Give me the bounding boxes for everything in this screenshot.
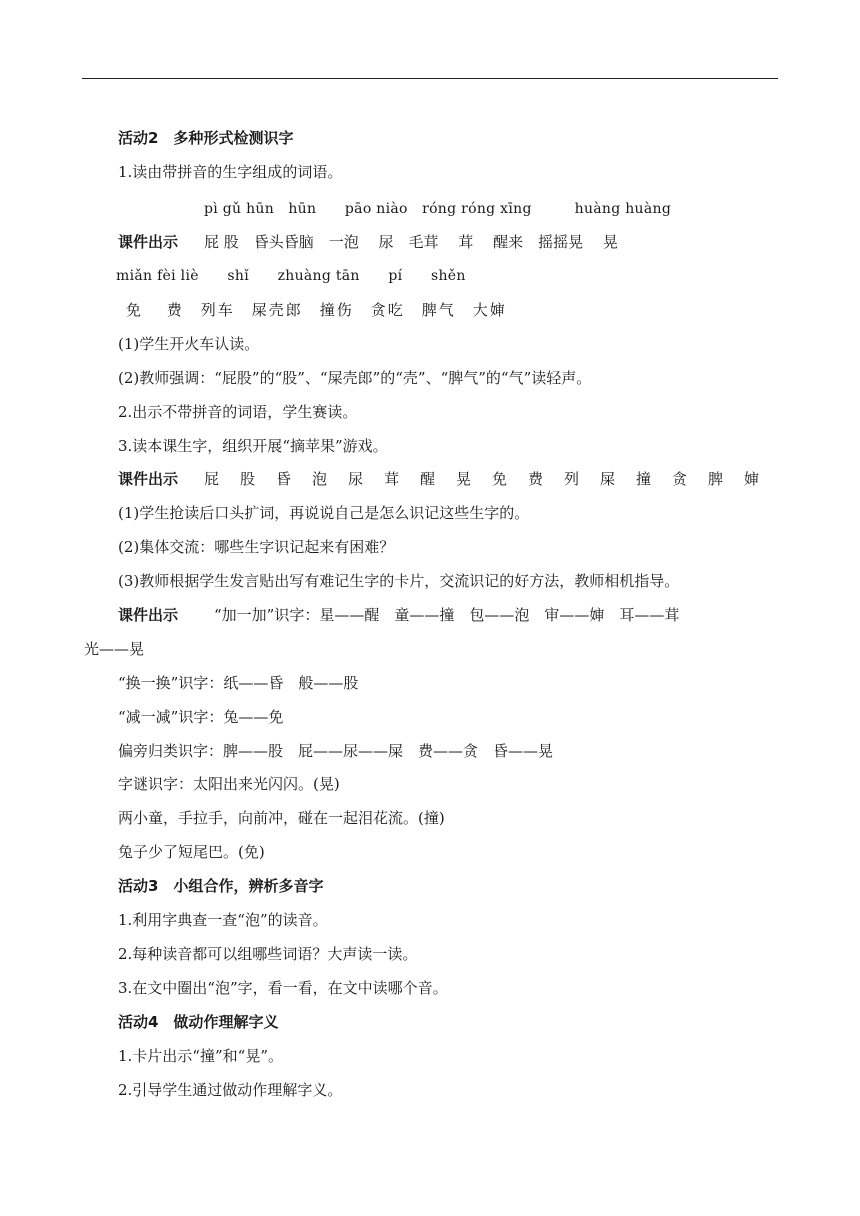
riddle-line-3: 兔子少了短尾巴。(免) <box>118 843 265 861</box>
words-row-1: 屁 股 昏头昏脑 一泡 尿 毛茸 茸 醒来 摇摇晃 晃 <box>204 233 618 251</box>
activity2-step3: 3.读本课生字，组织开展“摘苹果”游戏。 <box>118 437 388 455</box>
activity4-step1: 1.卡片出示“撞”和“晃”。 <box>118 1047 283 1065</box>
activity2-step1: 1.读由带拼音的生字组成的词语。 <box>118 163 343 181</box>
activity3-step1: 1.利用字典查一查“泡”的读音。 <box>118 911 328 929</box>
activity2-step2: 2.出示不带拼音的词语，学生赛读。 <box>118 403 358 421</box>
activity2-sub1: (1)学生开火车认读。 <box>118 335 260 353</box>
words-row-2: 免 费 列车 屎壳郎 撞伤 贪吃 脾气 大婶 <box>126 301 507 319</box>
activity4-step2: 2.引导学生通过做动作理解字义。 <box>118 1081 343 1099</box>
add-method-line: “加一加”识字：星——醒 童——撞 包——泡 审——婶 耳——茸 <box>214 606 680 624</box>
activity3-step2: 2.每种读音都可以组哪些词语？大声读一读。 <box>118 945 418 963</box>
activity3-step3: 3.在文中圈出“泡”字，看一看，在文中读哪个音。 <box>118 979 448 997</box>
minus-method-line: “减一减”识字：兔——免 <box>118 708 284 726</box>
activity2-sub5: (3)教师根据学生发言贴出写有难记生字的卡片，交流识记的好方法，教师相机指导。 <box>118 572 680 590</box>
pinyin-row-2: miǎn fèi liè shǐ zhuàng tān pí shěn <box>116 268 466 284</box>
activity2-sub2: (2)教师强调：“屁股”的“股”、“屎壳郎”的“壳”、“脾气”的“气”读轻声。 <box>118 369 592 387</box>
courseware-label-2: 课件出示 <box>118 470 179 488</box>
activity2-heading: 活动2 多种形式检测识字 <box>118 129 294 147</box>
riddle-line-1: 字谜识字：太阳出来光闪闪。(晃) <box>118 775 340 793</box>
header-rule <box>82 78 778 79</box>
riddle-line-2: 两小童，手拉手，向前冲，碰在一起泪花流。(撞) <box>118 809 445 827</box>
swap-method-line: “换一换”识字：纸——昏 般——股 <box>118 674 359 692</box>
courseware-label-3: 课件出示 <box>118 606 179 624</box>
pinyin-row-1: pì gǔ hūn hūn pāo niào róng róng xīng huàng huàng <box>204 201 672 217</box>
activity4-heading: 活动4 做动作理解字义 <box>118 1013 279 1031</box>
radical-method-line: 偏旁归类识字：脾——股 屁——尿——屎 费——贪 昏——晃 <box>118 742 554 760</box>
activity3-heading: 活动3 小组合作，辨析多音字 <box>118 877 324 895</box>
courseware-label-1: 课件出示 <box>118 233 179 251</box>
activity2-sub3: (1)学生抢读后口头扩词，再说说自己是怎么识记这些生字的。 <box>118 504 530 522</box>
activity2-sub4: (2)集体交流：哪些生字识记起来有困难？ <box>118 538 395 556</box>
new-characters-row: 屁 股 昏 泡 尿 茸 醒 晃 免 费 列 屎 撞 贪 脾 婶 <box>204 470 763 488</box>
add-method-continuation: 光——晃 <box>84 640 145 658</box>
